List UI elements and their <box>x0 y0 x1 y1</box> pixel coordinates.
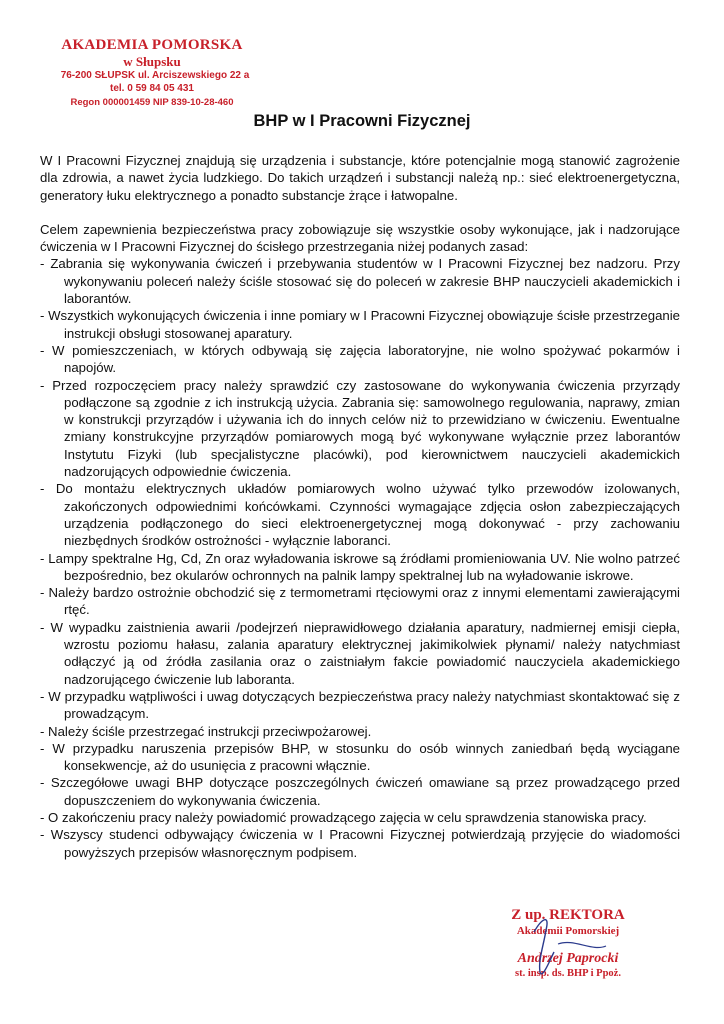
stamp-regon: Regon 000001459 NIP 839-10-28-460 <box>70 97 234 108</box>
list-item: - Wszyscy studenci odbywający ćwiczenia w I Pracowni Fizycznej potwierdzają przyjęcie do wiadomości powyższych przepisów własnoręcznym podpisem. <box>40 827 680 860</box>
list-item: - Należy bardzo ostrożnie obchodzić się z termometrami rtęciowymi oraz z innymi elementami zawierającymi rtęć. <box>40 585 680 618</box>
signature-stamp <box>494 900 642 988</box>
list-item: - W wypadku zaistnienia awarii /podejrzeń nieprawidłowego działania aparatury, nadmiernej emisji ciepła, wzrostu poziomu hałasu, zalania aparatury elektrycznej jakimikolwiek płynami/ należy natychmiast odłączyć ją od źródła zasilania oraz o zaistniałym fakcie powiadomić nauczyciela akademickiego nadzorującego ćwiczenie lub laboranta. <box>40 619 680 687</box>
signature-line-academy: Akademii Pomorskiej <box>516 925 620 937</box>
list-item: - W pomieszczeniach, w których odbywają się zajęcia laboratoryjne, nie wolno spożywać pokarmów i napojów. <box>40 342 680 376</box>
list-item: - Zabrania się wykonywania ćwiczeń i przebywania studentów w I Pracowni Fizycznej bez nadzoru. Przy wykonywaniu poleceń należy ściśle stosować się do poleceń w zakresie BHP nauczycieli akademickich i laborantów. <box>40 256 680 307</box>
stamp-name: AKADEMIA POMORSKA <box>61 37 243 53</box>
institution-stamp <box>52 36 252 109</box>
list-item: - Przed rozpoczęciem pracy należy sprawdzić czy zastosowane do wykonywania ćwiczenia przyrządy podłączone są zgodnie z ich instrukcją użycia. Zabrania się: samowolnego regulowania, naprawy, zmian w konstrukcji przyrządów i używania ich do innych celów niż to przewidziano w ćwiczeniu. Ewentualne zmiany konstrukcyjne przyrządów pomiarowych mogą być wykonywane wyłącznie przez laborantów Instytutu Fizyki (lub specjalistyczne placówki), pod kierownictwem nauczycieli akademickich nadzorujących odpowiednie ćwiczenia. <box>40 377 680 480</box>
stamp-phone: tel. 0 59 84 05 431 <box>110 83 194 94</box>
list-item: - W przypadku naruszenia przepisów BHP, w stosunku do osób winnych zaniedbań będą wyciągane konsekwencje, aż do usunięcia z pracowni włącznie. <box>40 740 680 774</box>
list-item: - Wszystkich wykonujących ćwiczenia i inne pomiary w I Pracowni Fizycznej obowiązuje ścisłe przestrzeganie instrukcji obsługi stosowanej aparatury. <box>40 308 680 341</box>
signature-line-rector: Z up. REKTORA <box>511 907 625 923</box>
list-item: - Szczegółowe uwagi BHP dotyczące poszczególnych ćwiczeń omawiane są przez prowadzącego przed dopuszczeniem do wykonywania ćwiczenia. <box>40 775 680 808</box>
intro-paragraph: W I Pracowni Fizycznej znajdują się urządzenia i substancje, które potencjalnie mogą stanowić zagrożenie dla zdrowia, a nawet życia ludzkiego. Do takich urządzeń i substancji należą np.: sieć elektroenergetyczna, generatory łuku elektrycznego a ponadto substancje żrące i łatwopalne. <box>40 153 680 203</box>
lead-paragraph: Celem zapewnienia bezpieczeństwa pracy zobowiązuje się wszystkie osoby wykonujące, jak i nadzorujące ćwiczenia w I Pracowni Fizycznej do ścisłego przestrzegania niżej podanych zasad: <box>40 221 680 255</box>
document-body <box>40 152 680 861</box>
list-item: - Należy ściśle przestrzegać instrukcji przeciwpożarowej. <box>40 723 372 739</box>
stamp-city: w Słupsku <box>123 54 181 69</box>
list-item: - Do montażu elektrycznych układów pomiarowych wolno używać tylko przewodów izolowanych, zakończonych odpowiednimi końcówkami. Czynności wymagające zdjęcia osłon zabezpieczających urządzenia podłączonego do sieci elektroenergetycznej mogą dokonywać - przy zachowaniu niezbędnych środków ostrożności - wyłącznie laboranci. <box>40 481 680 549</box>
stamp-address: 76-200 SŁUPSK ul. Arciszewskiego 22 a <box>60 70 250 81</box>
page-title: BHP w I Pracowni Fizycznej <box>253 112 471 130</box>
rules-list <box>40 255 680 860</box>
list-item: - O zakończeniu pracy należy powiadomić prowadzącego zajęcia w celu sprawdzenia stanowiska pracy. <box>40 809 647 825</box>
list-item: - Lampy spektralne Hg, Cd, Zn oraz wyładowania iskrowe są źródłami promieniowania UV. Nie wolno patrzeć bezpośrednio, bez okularów ochronnych na palnik lampy spektralnej lub na wyładowanie iskrowe. <box>40 550 680 583</box>
signature-line-position: st. insp. ds. BHP i Ppoż. <box>515 968 621 979</box>
signature-line-name: Andrzej Paprocki <box>517 951 619 966</box>
handwritten-signature-icon <box>494 900 642 988</box>
list-item: - W przypadku wątpliwości i uwag dotyczących bezpieczeństwa pracy należy natychmiast skontaktować się z prowadzącym. <box>40 688 680 722</box>
